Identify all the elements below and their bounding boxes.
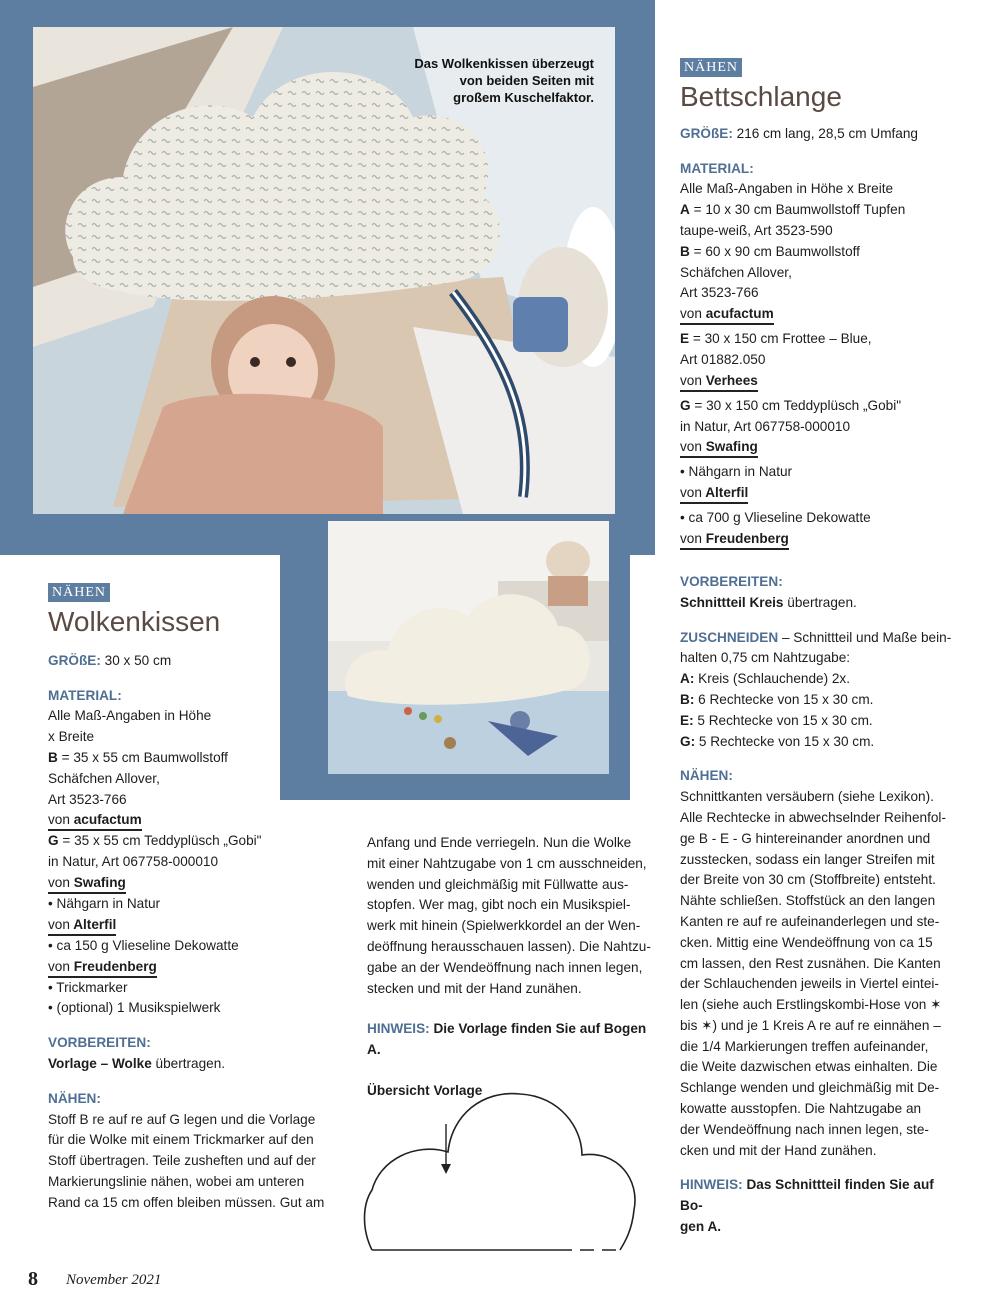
brand-acufactum [680,305,774,325]
material-line: Schäfchen Allover, [680,264,792,280]
material-b [48,748,348,769]
material-b [680,242,956,263]
material-label: MATERIAL: [680,160,754,176]
issue-date: November 2021 [66,1272,162,1288]
von-text: von [680,372,702,388]
brand-line [680,437,956,458]
von-text: von [48,874,70,890]
cut-text: 5 Rechtecke von 15 x 30 cm. [695,733,875,749]
size-value: 30 x 50 cm [104,652,172,668]
brand-name: Freudenberg [705,530,789,546]
brand-line [680,304,956,325]
cut-line [680,628,956,649]
von-text: von [680,306,702,322]
section-wolkenkissen [48,582,348,1214]
body-line: gabe an der Wendeöffnung nach innen legen, [367,959,643,975]
material-watte: • ca 700 g Vlieseline Dekowatte [680,510,871,526]
sew-line: cken und mit der Hand zunähen. [680,1142,877,1158]
size-line [680,124,956,145]
section-bettschlange [680,57,956,1238]
material-e [680,329,956,350]
material-text: = 60 x 90 cm Baumwollstoff [689,243,860,259]
section-title: Wolkenkissen [48,605,221,637]
material-line: Alle Maß-Angaben in Höhe [48,708,212,724]
sew-line: bis ✶) und je 1 Kreis A re auf re einnähen – [680,1017,941,1033]
sew-line: Stoff B re auf re auf G legen und die Vorlage [48,1111,316,1127]
sew-line: Kanten re auf re aufeinanderlegen und ste- [680,913,940,929]
brand-line [680,529,956,550]
cut-rest: – Schnittteil und Maße bein- [778,629,952,645]
material-yarn: • Nähgarn in Natur [680,464,793,480]
material-a [680,200,956,221]
cut-text: 6 Rechtecke von 15 x 30 cm. [694,691,874,707]
material-line: Art 3523-766 [680,285,759,301]
size-label: GRÖßE: [48,652,101,668]
brand-swafing [48,874,126,894]
sew-line: der Wendeöffnung nach innen legen, ste- [680,1121,929,1137]
material-line: taupe-weiß, Art 3523-590 [680,222,833,238]
cut-item [680,711,956,732]
material-line: in Natur, Art 067758-000010 [680,418,851,434]
material-key: B [680,243,690,259]
hint-label: HINWEIS: [680,1177,743,1193]
material-line: x Breite [48,729,95,745]
brand-name: acufactum [73,812,142,828]
sew-line: kowatte ausstopfen. Die Nahtzugabe an [680,1101,922,1117]
brand-name: Swafing [705,439,758,455]
size-line [48,651,348,672]
material-key: A [680,202,690,218]
material-text: = 30 x 150 cm Frottee – Blue, [689,331,872,347]
material-label: MATERIAL: [48,687,122,703]
prep-rest: übertragen. [151,1055,226,1071]
material-text: = 10 x 30 cm Baumwollstoff Tupfen [689,202,906,218]
cut-key: G: [680,733,696,749]
sew-label: NÄHEN: [680,768,733,784]
brand-freudenberg [680,530,789,550]
material-intro: Alle Maß-Angaben in Höhe x Breite [680,181,894,197]
brand-name: Freudenberg [73,958,157,974]
sew-line: Alle Rechtecke in abwechselnder Reihenfol- [680,809,946,825]
cut-text: Kreis (Schlauchende) 2x. [694,671,851,687]
cloud-template-outline [360,1080,650,1258]
sew-line: zusstecken, sodass ein langer Streifen mit [680,851,935,867]
sew-label: NÄHEN: [48,1090,101,1106]
size-label: GRÖßE: [680,125,733,141]
brand-line [48,915,348,936]
cut-text: 5 Rechtecke von 15 x 30 cm. [693,712,873,728]
prep-line [48,1054,348,1075]
sew-line: ge B - E - G hintereinander anordnen und [680,830,931,846]
body-line: deöffnung herausschauen lassen). Die Nahtzu- [367,938,651,954]
material-key: G [48,833,59,849]
body-line: stecken und mit der Hand zunähen. [367,980,582,996]
overview-title: Übersicht Vorlage [367,1082,483,1098]
hint-line [680,1175,956,1217]
material-line: Art 3523-766 [48,791,127,807]
sew-line: cken. Mittig eine Wendeöffnung von ca 15 [680,934,933,950]
sew-line: Markierungslinie nähen, wobei am unteren [48,1173,305,1189]
material-yarn: • Nähgarn in Natur [48,895,161,911]
photo-caption [380,55,594,106]
material-key: E [680,331,690,347]
material-key: G [680,397,691,413]
prep-rest: übertragen. [783,594,857,610]
photo-cloud-pillow-reverse [328,521,609,774]
prep-label: VORBEREITEN: [48,1035,151,1051]
material-key: B [48,749,58,765]
sew-line: der Breite von 30 cm (Stoffbreite) entsteht. [680,872,936,888]
cut-item [680,690,956,711]
sew-line: Nähte schließen. Stoffstück an den langen [680,893,936,909]
body-line: Anfang und Ende verriegeln. Nun die Wolke [367,835,632,850]
brand-line [48,810,348,831]
material-music: • (optional) 1 Musikspielwerk [48,1000,221,1016]
cut-key: B: [680,691,695,707]
von-text: von [680,485,702,501]
brand-alterfil [48,916,116,936]
cut-key: E: [680,712,694,728]
sew-line: die 1/4 Markierungen treffen aufeinander, [680,1038,929,1054]
brand-name: Alterfil [705,485,749,501]
von-text: von [48,916,70,932]
body-line: werk mit hinein (Spielwerkkordel an der Wen- [367,918,641,934]
von-text: von [48,958,70,974]
brand-line [48,873,348,894]
page-number: 8 [28,1268,38,1290]
section-tag: NÄHEN [48,583,110,602]
brand-line [680,483,956,504]
sew-line: Schnittkanten versäubern (siehe Lexikon). [680,789,934,805]
sew-line: Schlange wenden und gleichmäßig mit De- [680,1080,940,1096]
sew-line: für die Wolke mit einem Trickmarker auf den [48,1132,314,1148]
hint-line-2: gen A. [680,1219,722,1235]
hint-line [367,1019,663,1061]
sew-line: der Schlauchenden jeweils in Viertel eintei- [680,976,939,992]
cut-key: A: [680,671,695,687]
cut-item [680,669,956,690]
brand-verhees [680,372,758,392]
caption-line: großem Kuschelfaktor. [453,90,594,105]
brand-name: Verhees [705,372,758,388]
brand-freudenberg [48,958,157,978]
section-continued [367,833,663,1102]
body-line: mit einer Nahtzugabe von 1 cm ausschneiden, [367,855,647,871]
brand-name: Swafing [73,874,126,890]
sew-line: Rand ca 15 cm offen bleiben müssen. Gut am [48,1194,325,1210]
brand-alterfil [680,484,748,504]
sew-line: Stoff übertragen. Teile zusheften und auf der [48,1153,316,1169]
hint-text: Das Schnittteil finden Sie auf Bo- [680,1177,934,1214]
cut-line-2: halten 0,75 cm Nahtzugabe: [680,650,851,666]
material-line: Art 01882.050 [680,351,766,367]
body-line: wenden und gleichmäßig mit Füllwatte aus- [367,876,629,892]
prep-line [680,593,956,614]
caption-line: von beiden Seiten mit [459,73,594,88]
body-line: stopfen. Wer mag, gibt noch ein Musikspiel- [367,897,631,913]
material-text: = 30 x 150 cm Teddyplüsch „Gobi" [690,397,902,413]
brand-line [680,371,956,392]
material-text: = 35 x 55 cm Teddyplüsch „Gobi" [58,833,262,849]
section-tag: NÄHEN [680,58,742,77]
cut-label: ZUSCHNEIDEN [680,629,779,645]
sew-line: die Weite dazwischen etwas einhalten. Die [680,1059,938,1075]
prep-label: VORBEREITEN: [680,573,783,589]
material-watte: • ca 150 g Vlieseline Dekowatte [48,937,239,953]
brand-line [48,957,348,978]
von-text: von [680,530,702,546]
hint-text: Die Vorlage finden Sie auf Bogen A. [367,1021,647,1058]
material-g [48,831,348,852]
sew-line: len (siehe auch Erstlingskombi-Hose von ✶ [680,997,942,1013]
hint-label: HINWEIS: [367,1021,430,1037]
von-text: von [48,812,70,828]
caption-line: Das Wolkenkissen überzeugt [414,56,594,71]
material-g [680,396,956,417]
material-line: Schäfchen Allover, [48,770,160,786]
cut-item [680,732,956,753]
material-line: in Natur, Art 067758-000010 [48,854,219,870]
brand-name: Alterfil [73,916,117,932]
size-value: 216 cm lang, 28,5 cm Umfang [732,125,918,141]
sew-line: cm lassen, den Rest zusnähen. Die Kanten [680,955,941,971]
brand-swafing [680,438,758,458]
prep-bold: Schnittteil Kreis [680,594,784,610]
brand-acufactum [48,811,142,831]
section-title: Bettschlange [680,80,842,112]
brand-name: acufactum [705,306,774,322]
material-trickmarker: • Trickmarker [48,979,128,995]
von-text: von [680,439,702,455]
prep-bold: Vorlage – Wolke [48,1055,152,1071]
material-text: = 35 x 55 cm Baumwollstoff [57,749,228,765]
